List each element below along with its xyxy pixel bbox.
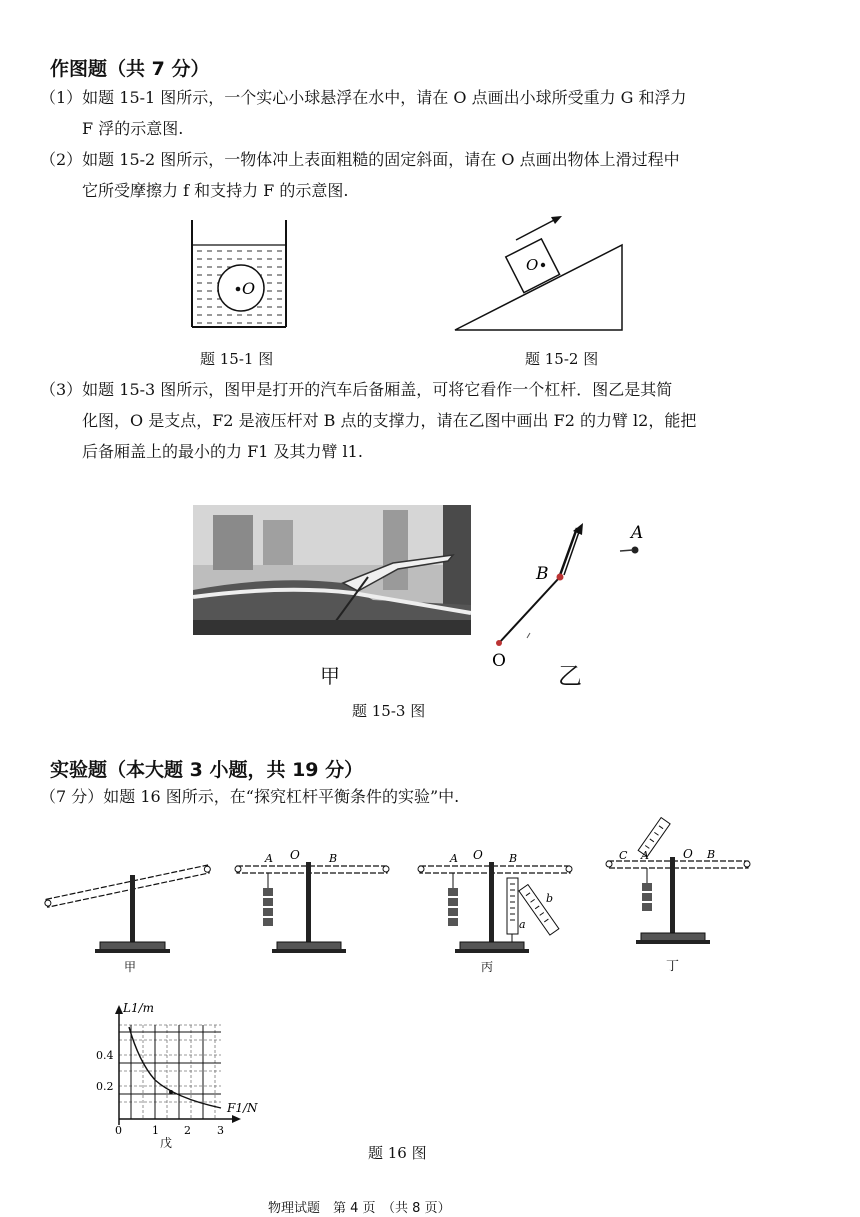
point-b-16-bing: B	[509, 852, 518, 865]
point-a-yi: A	[631, 523, 644, 543]
graph-xtick-0: 0	[115, 1124, 122, 1137]
point-o-16-yi: O	[290, 848, 300, 862]
fig16-bing-apparatus	[415, 850, 580, 960]
page-footer: 物理试题 第 4 页 （共 8 页）	[268, 1201, 451, 1216]
question-3-line-2: 化图，O 是支点，F2 是液压杆对 B 点的支撑力，请在乙图中画出 F2 的力臂 l2，能把	[82, 411, 697, 430]
question-1-line-2: F 浮的示意图.	[82, 119, 184, 138]
fig15-1-point-o: O	[242, 279, 256, 298]
fig16-ding-apparatus	[603, 815, 758, 950]
figure-15-3-yi	[485, 515, 655, 671]
figure-15-1	[185, 215, 295, 335]
label-b-spring: b	[546, 892, 554, 905]
graph-ylabel: L1/m	[123, 1001, 155, 1015]
point-b-yi: B	[536, 564, 549, 584]
label-yi: 乙	[558, 662, 582, 690]
label-16-bing: 丙	[481, 960, 494, 974]
point-o-16-bing: O	[473, 848, 483, 862]
question-3-line-3: 后备厢盖上的最小的力 F1 及其力臂 l1.	[82, 442, 363, 461]
section-heading-drawing: 作图题（共 7 分）	[50, 58, 210, 80]
fig15-2-point-o: O	[526, 256, 539, 274]
graph-xtick-1: 1	[152, 1124, 159, 1137]
question-1-line-1: （1）如题 15-1 图所示，一个实心小球悬浮在水中，请在 O 点画出小球所受重力 G 和浮力	[40, 88, 687, 107]
graph-xtick-2: 2	[184, 1124, 191, 1137]
question-2-line-2: 它所受摩擦力 f 和支持力 F 的示意图.	[82, 181, 349, 200]
graph-xtick-3: 3	[217, 1124, 224, 1137]
question-2-line-1: （2）如题 15-2 图所示，一物体冲上表面粗糙的固定斜面，请在 O 点画出物体上滑过程中	[40, 150, 680, 169]
point-o-16-ding: O	[683, 847, 693, 861]
point-a-16-yi: A	[265, 852, 273, 865]
caption-15-2: 题 15-2 图	[525, 350, 599, 368]
graph-ytick-0-4: 0.4	[96, 1049, 114, 1062]
graph-xlabel: F1/N	[227, 1101, 258, 1115]
point-a-16-bing: A	[450, 852, 458, 865]
fig16-jia-apparatus	[40, 850, 220, 960]
label-16-wu: 戊	[160, 1136, 173, 1150]
point-c-16-ding: C	[619, 849, 628, 862]
label-jia: 甲	[320, 664, 340, 688]
point-a-16-ding: A	[641, 849, 649, 862]
point-o-yi: O	[492, 651, 506, 671]
label-a-spring: a	[519, 918, 526, 931]
point-b-16-ding: B	[707, 848, 716, 861]
caption-15-3: 题 15-3 图	[352, 702, 426, 720]
section-heading-experiment: 实验题（本大题 3 小题，共 19 分）	[50, 759, 364, 781]
graph-ytick-0-2: 0.2	[96, 1080, 114, 1093]
figure-15-2	[450, 205, 630, 335]
figure-15-3-jia-photo	[193, 505, 471, 635]
caption-15-1: 题 15-1 图	[200, 350, 274, 368]
label-16-ding: 丁	[666, 959, 680, 974]
caption-16: 题 16 图	[368, 1144, 427, 1162]
fig16-wu-graph	[95, 1000, 258, 1145]
question-3-line-1: （3）如题 15-3 图所示，图甲是打开的汽车后备厢盖，可将它看作一个杠杆．图乙是其简	[40, 380, 673, 399]
fig16-yi-apparatus	[232, 850, 392, 960]
point-b-16-yi: B	[329, 852, 338, 865]
label-16-jia: 甲	[124, 960, 137, 974]
question-16-line-1: （7 分）如题 16 图所示，在“探究杠杆平衡条件的实验”中.	[40, 787, 460, 806]
